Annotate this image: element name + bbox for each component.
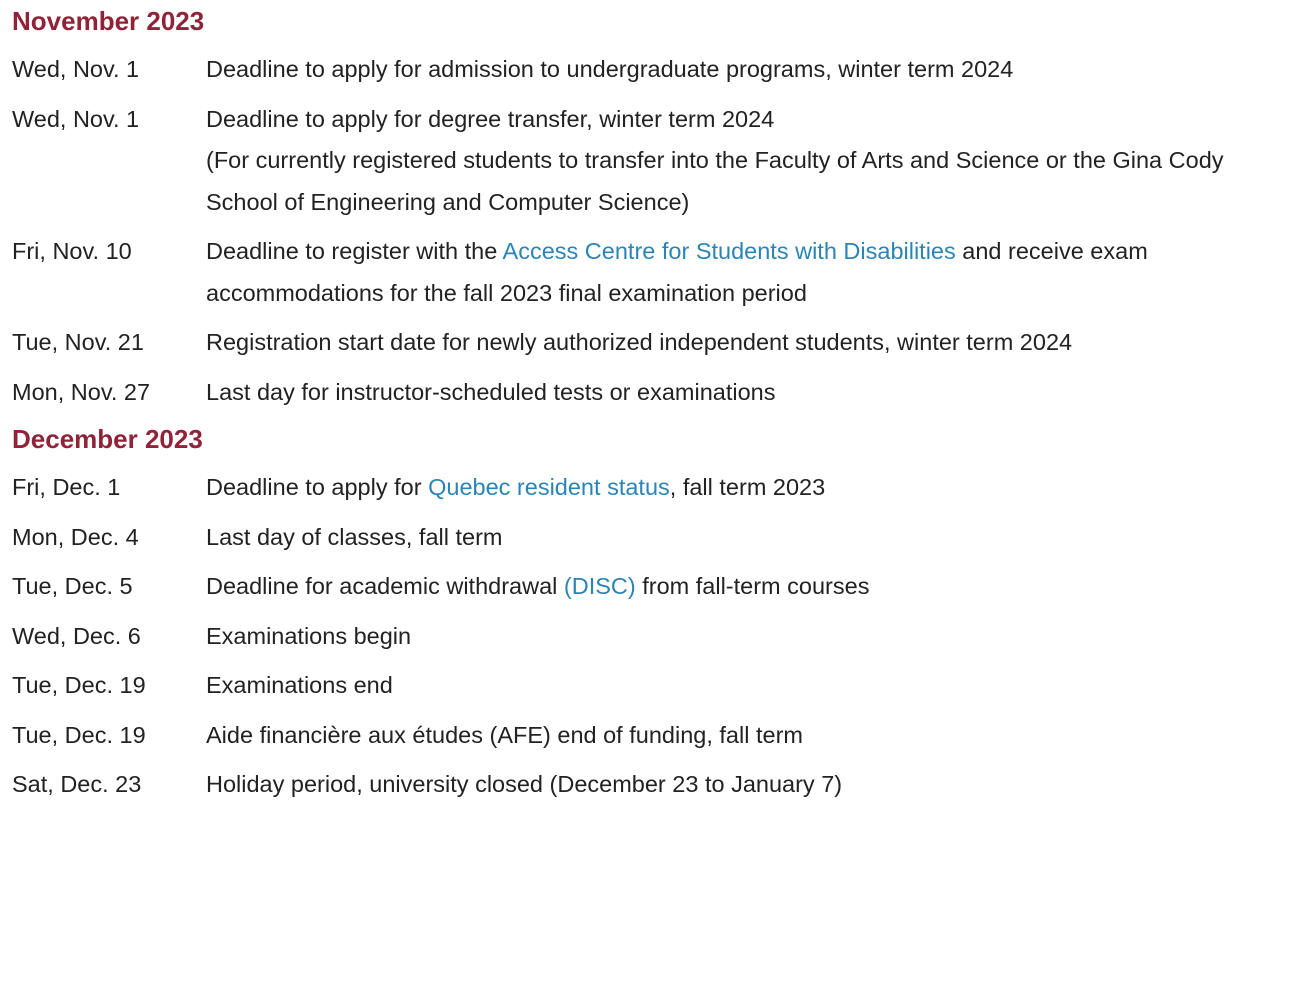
event-date: Wed, Dec. 6: [12, 622, 141, 649]
event-row: [12, 231, 1297, 314]
event-date: Tue, Dec. 5: [12, 573, 133, 599]
quebec-resident-status-link[interactable]: Quebec resident status: [428, 474, 670, 500]
section-heading-december: December 2023: [12, 424, 203, 454]
event-description: Last day of classes, fall term: [206, 523, 503, 550]
event-text: Deadline to apply for degree transfer, winter term 2024: [206, 105, 775, 132]
event-description: Registration start date for newly authorized independent students, winter term 2024: [206, 329, 1073, 355]
event-description: Examinations end: [206, 672, 393, 698]
event-text-post: and receive exam accommodations for the fall 2023 final examination period: [206, 238, 1148, 306]
event-date: Tue, Nov. 21: [12, 329, 144, 355]
event-date: Wed, Nov. 1: [12, 56, 140, 82]
disc-link[interactable]: (DISC): [563, 573, 636, 599]
event-date: Wed, Nov. 1: [12, 105, 140, 132]
event-description: [206, 467, 1297, 509]
event-row: [12, 49, 1297, 91]
event-text-pre: Deadline to register with the: [206, 238, 503, 264]
event-row: [12, 616, 1297, 658]
event-description: [206, 231, 1297, 314]
section-heading-november: November 2023: [12, 6, 205, 36]
event-row: [12, 467, 1297, 509]
event-row: [12, 764, 1297, 806]
event-date: Mon, Dec. 4: [12, 523, 139, 550]
event-description: [206, 566, 1297, 608]
event-date: Sat, Dec. 23: [12, 771, 142, 797]
event-note: (For currently registered students to transfer into the Faculty of Arts and Science or the Gina Cody School of Engineering and Computer Science): [206, 147, 1224, 215]
event-description: Last day for instructor-scheduled tests or examinations: [206, 378, 776, 405]
event-description: Examinations begin: [206, 622, 412, 649]
access-centre-link[interactable]: Access Centre for Students with Disabilities: [502, 238, 956, 264]
event-text-pre: Deadline for academic withdrawal: [206, 573, 564, 599]
event-date: Tue, Dec. 19: [12, 721, 146, 748]
event-date: Fri, Nov. 10: [12, 238, 132, 264]
event-row: [12, 517, 1297, 559]
event-description: Aide financière aux études (AFE) end of funding, fall term: [206, 721, 803, 748]
event-description: [206, 99, 1297, 224]
event-text-post: from fall-term courses: [635, 573, 870, 599]
event-row: [12, 322, 1297, 364]
event-row: [12, 665, 1297, 707]
event-row: [12, 372, 1297, 414]
event-text-pre: Deadline to apply for: [206, 474, 429, 500]
event-row: [12, 99, 1297, 224]
event-date: Mon, Nov. 27: [12, 378, 151, 405]
event-date: Fri, Dec. 1: [12, 474, 121, 500]
event-text-post: , fall term 2023: [669, 474, 826, 500]
event-row: [12, 715, 1297, 757]
event-date: Tue, Dec. 19: [12, 672, 146, 698]
event-description: Deadline to apply for admission to undergraduate programs, winter term 2024: [206, 56, 1014, 82]
event-description: Holiday period, university closed (December 23 to January 7): [206, 771, 843, 797]
event-row: [12, 566, 1297, 608]
